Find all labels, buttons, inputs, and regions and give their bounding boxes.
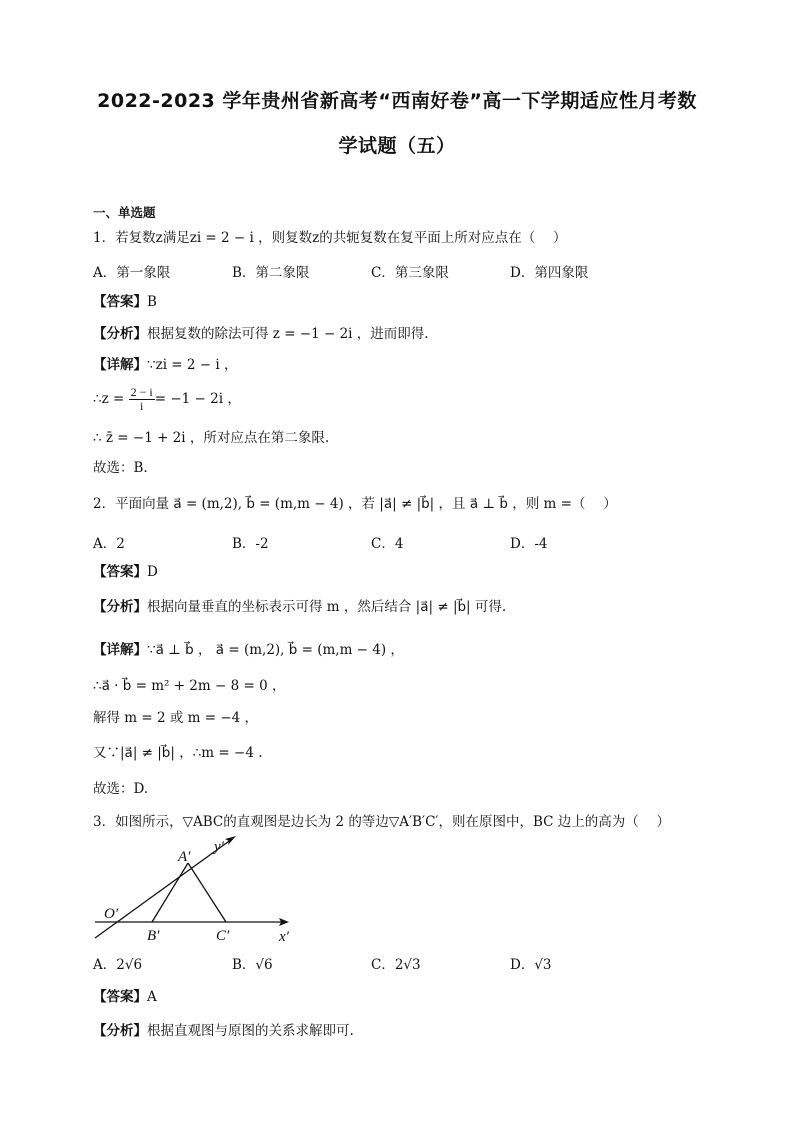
- q3-answer: [93, 988, 157, 1006]
- q1-answer-value: B: [147, 294, 157, 310]
- q3-option-d: D．√3: [510, 957, 552, 973]
- q1-analysis: [93, 325, 429, 343]
- fraction: [129, 386, 155, 413]
- analysis-tag: 【分析】: [93, 326, 147, 342]
- q2-detail-2: ∴a⃗ · b⃗ = m² + 2m − 8 = 0 ，: [93, 678, 286, 694]
- q1-detail-3: ∴ z̄ = −1 + 2i ，所对应点在第二象限.: [93, 430, 330, 446]
- q1-detail-1-text: ∵zi = 2 − i ，: [147, 357, 238, 373]
- label-c: C′: [216, 928, 230, 944]
- q2-detail-4: 又∵|a⃗| ≠ |b⃗| ，∴m = −4 .: [93, 745, 263, 761]
- y-axis-line: [95, 839, 232, 938]
- q3-analysis: [93, 1022, 354, 1040]
- fraction-numerator: 2 − i: [130, 385, 153, 399]
- q2-conclusion: 故选：D.: [93, 781, 149, 797]
- section-heading: 一、单选题: [93, 205, 156, 220]
- answer-tag: 【答案】: [93, 294, 147, 310]
- answer-tag: 【答案】: [93, 564, 147, 580]
- q2-answer: [93, 563, 158, 581]
- q2-detail-3: 解得 m = 2 或 m = −4 ，: [93, 710, 259, 726]
- answer-tag: 【答案】: [93, 989, 147, 1005]
- q2-analysis: [93, 598, 506, 616]
- label-y: y′: [214, 839, 224, 855]
- triangle-side-ac: [188, 863, 226, 922]
- page-title-line1: 2022-2023 学年贵州省新高考“西南好卷”高一下学期适应性月考数: [97, 90, 697, 112]
- q2-option-c: C．4: [371, 536, 404, 552]
- oblique-projection-figure: [90, 833, 310, 948]
- q3-answer-value: A: [147, 989, 157, 1005]
- q2-option-b: B．-2: [232, 536, 269, 552]
- q1-option-b: B．第二象限: [232, 265, 310, 281]
- page-title-line2: 学试题（五）: [338, 135, 456, 157]
- q1-analysis-text: 根据复数的除法可得 z = −1 − 2i ，进而即得.: [147, 326, 429, 342]
- detail-tag: 【详解】: [93, 357, 147, 373]
- q1-detail-2-pre: ∴z =: [93, 391, 129, 407]
- fraction-denominator: i: [139, 399, 144, 413]
- q3-option-b: B．√6: [232, 957, 273, 973]
- q2-analysis-text: 根据向量垂直的坐标表示可得 m ，然后结合 |a⃗| ≠ |b⃗| 可得.: [147, 599, 507, 615]
- q2-answer-value: D: [147, 564, 158, 580]
- label-x: x′: [279, 929, 289, 945]
- q2-stem: 2．平面向量 a⃗ = (m,2), b⃗ = (m,m − 4) ，若 |a⃗| ≠ |b⃗| ，且 a⃗ ⊥ b⃗ ，则 m =（ ）: [93, 496, 617, 512]
- detail-tag: 【详解】: [93, 642, 147, 658]
- q2-detail-1: [93, 641, 404, 659]
- q1-stem: 1．若复数z满足zi = 2 − i ，则复数z的共轭复数在复平面上所对应点在（ ）: [93, 230, 567, 246]
- q2-detail-1-text: ∵a⃗ ⊥ b⃗ ， a⃗ = (m,2), b⃗ = (m,m − 4) ，: [147, 642, 404, 658]
- label-b: B′: [147, 928, 160, 944]
- q1-answer: [93, 293, 157, 311]
- q1-option-a: A．第一象限: [93, 265, 171, 281]
- q2-option-d: D．-4: [510, 536, 548, 552]
- q2-option-a: A．2: [93, 536, 125, 552]
- q1-option-d: D．第四象限: [510, 265, 589, 281]
- q1-conclusion: 故选：B.: [93, 460, 148, 476]
- q1-detail-1: [93, 356, 238, 374]
- analysis-tag: 【分析】: [93, 1023, 147, 1039]
- q3-analysis-text: 根据直观图与原图的关系求解即可.: [147, 1023, 354, 1039]
- q3-option-a: A．2√6: [93, 957, 143, 973]
- analysis-tag: 【分析】: [93, 599, 147, 615]
- q3-option-c: C．2√3: [371, 957, 421, 973]
- q1-option-c: C．第三象限: [371, 265, 449, 281]
- q3-stem: 3．如图所示，▽ABC的直观图是边长为 2 的等边▽A′B′C′，则在原图中，BC 边上的高为（ ）: [93, 814, 671, 830]
- q1-detail-2: [93, 386, 241, 413]
- q1-detail-2-post: = −1 − 2i ，: [154, 391, 241, 407]
- label-a: A′: [178, 849, 191, 865]
- label-o: O′: [104, 906, 119, 922]
